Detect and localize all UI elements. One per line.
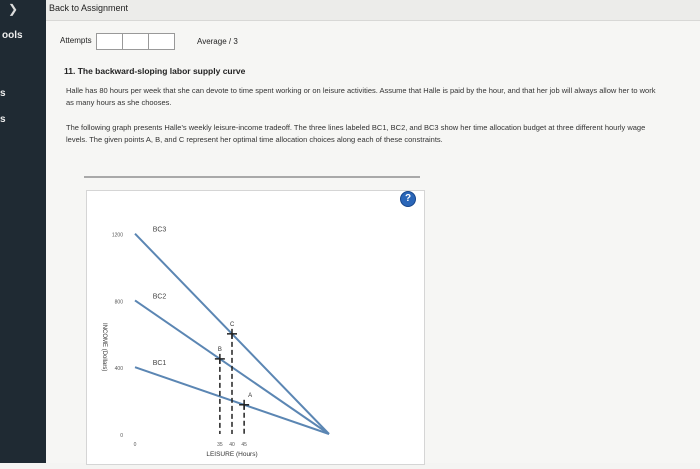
x-tick-label: 35 [217,442,223,448]
question-title: 11. The backward-sloping labor supply curve [64,66,246,76]
attempt-box [96,33,123,50]
help-icon[interactable]: ? [400,191,416,207]
top-bar [46,0,700,21]
series-label-bc3: BC3 [152,226,167,234]
back-to-assignment-link[interactable]: Back to Assignment [49,3,129,13]
y-axis-label: INCOME (Dollars) [101,323,107,372]
question-paragraph-1: Halle has 80 hours per week that she can devote to time spent working or on leisure activities. Assume that Halle is paid by the hour, and that her job will always allow her to work as many hours as she chooses. [66,86,656,107]
x-tick-label: 0 [133,442,137,448]
y-tick-label: 400 [114,366,123,373]
x-axis-label: LEISURE (Hours) [206,451,258,458]
attempts-label: Attempts [60,36,92,45]
sidebar-item-2[interactable]: s [0,114,6,125]
average-label: Average / 3 [197,37,238,46]
question-paragraph-2: The following graph presents Halle's weekly leisure-income tradeoff. The three lines labeled BC1, BC2, and BC3 show her time allocation budget at three different hourly wage levels. The given points A, B, and C represent her optimal time allocation choices along each of these constraints. [66,123,646,144]
point-label-b: B [217,346,222,353]
x-tick-label: 45 [241,442,247,448]
attempt-box [122,33,149,50]
attempts-boxes [96,33,174,50]
chevron-down-icon[interactable]: ❯ [8,2,19,16]
sidebar-item-tools[interactable]: ools [2,30,23,41]
leisure-income-chart [87,191,424,464]
x-tick-label: 40 [229,442,235,448]
section-divider [84,176,420,178]
series-label-bc2: BC2 [152,293,167,301]
sidebar-item-1[interactable]: s [0,88,6,99]
point-label-a: A [248,392,253,399]
y-tick-label: 1200 [111,232,123,239]
series-label-bc1: BC1 [152,360,167,368]
y-tick-label: 800 [114,299,123,306]
left-sidebar [0,0,46,463]
y-tick-label: 0 [120,433,123,439]
graph-container [86,190,425,465]
point-label-c: C [230,321,235,328]
attempt-box [148,33,175,50]
